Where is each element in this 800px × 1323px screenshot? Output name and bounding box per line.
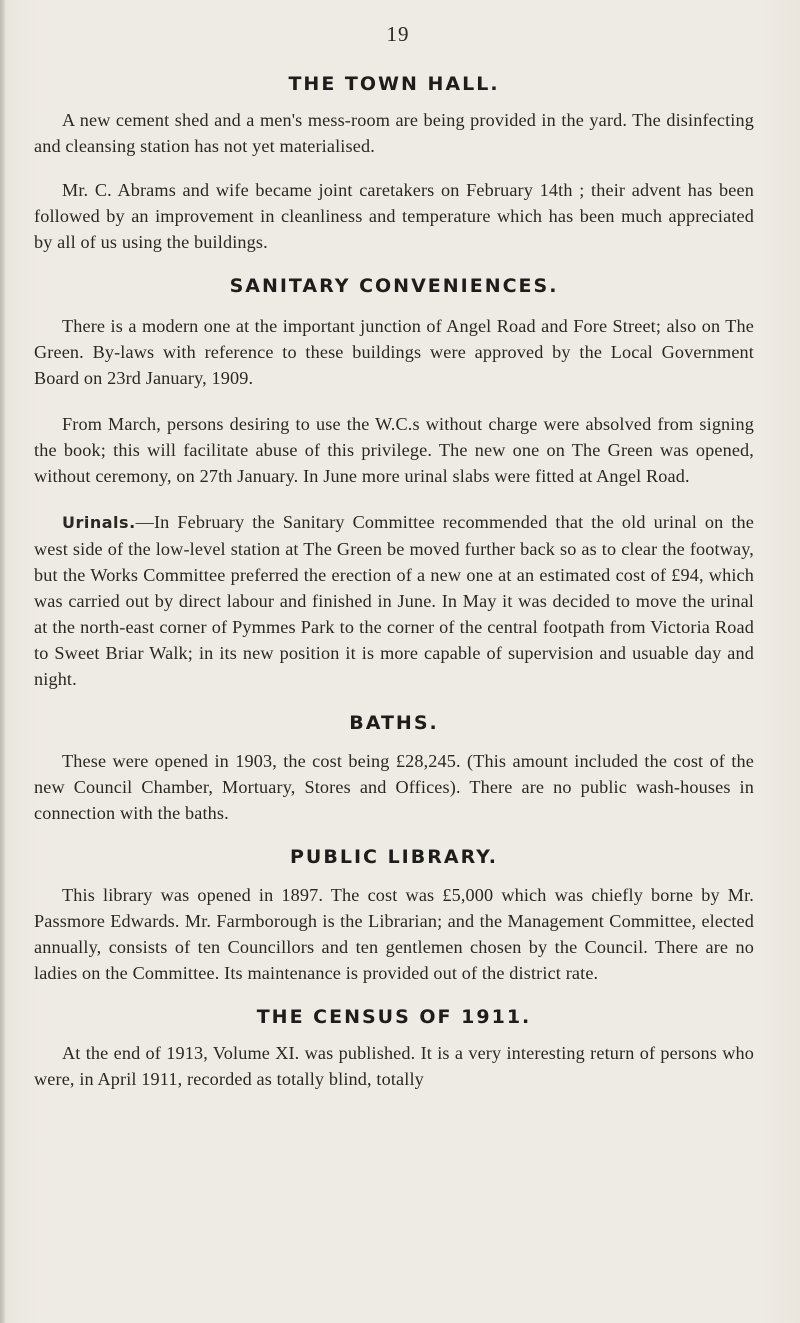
sanitary-paragraph-2: From March, persons desiring to use the W.C.s without charge were absolved from signing the book; this will facilitate abuse of this privilege. The new one on The Green was opened, without ceremony, on 27th January. In June more urinal slabs were fitted at Angel Road.: [34, 414, 754, 486]
urinals-lead: Urinals.: [62, 513, 136, 532]
binding-edge: [0, 0, 5, 1323]
urinals-paragraph: [34, 509, 754, 692]
library-paragraph: This library was opened in 1897. The cost was £5,000 which was chiefly borne by Mr. Passmore Edwards. Mr. Farmborough is the Librarian; and the Management Committee, elected annually, consists of ten Councillors and ten gentlemen chosen by the Council. There are no ladies on the Committee. Its maintenance is provided out of the district rate.: [34, 885, 754, 983]
section-heading-public-library: PUBLIC LIBRARY.: [290, 846, 498, 868]
page-content: [34, 22, 754, 1092]
section-heading-town-hall: THE TOWN HALL.: [288, 73, 500, 95]
page-number: 19: [386, 22, 410, 46]
urinals-text: —In February the Sanitary Committee recommended that the old urinal on the west side of the low-level station at The Green be moved further back so as to clear the footway, but the Works Committee preferred the erection of a new one at an estimated cost of £94, which was carried out by direct labour and finished in June. In May it was decided to move the urinal at the north-east corner of Pymmes Park to the corner of the central footpath from Victoria Road to Sweet Briar Walk; in its new position it is more capable of supervision and usuable day and night.: [34, 512, 754, 689]
town-hall-paragraph-2: Mr. C. Abrams and wife became joint caretakers on February 14th ; their advent has been followed by an improvement in cleanliness and temperature which has been much appreciated by all of us using the buildings.: [34, 180, 754, 252]
baths-paragraph: These were opened in 1903, the cost being £28,245. (This amount included the cost of the new Council Chamber, Mortuary, Stores and Offices). There are no public wash-houses in connection with the baths.: [34, 751, 754, 823]
section-heading-baths: BATHS.: [349, 712, 439, 734]
town-hall-paragraph-1: A new cement shed and a men's mess-room are being provided in the yard. The disinfecting and cleansing station has not yet materialised.: [34, 110, 754, 156]
sanitary-paragraph-1: There is a modern one at the important junction of Angel Road and Fore Street; also on The Green. By-laws with reference to these buildings were approved by the Local Government Board on 23rd January, 1909.: [34, 316, 754, 388]
section-heading-census: THE CENSUS OF 1911.: [256, 1006, 532, 1028]
census-paragraph: At the end of 1913, Volume XI. was published. It is a very interesting return of persons who were, in April 1911, recorded as totally blind, totally: [34, 1043, 754, 1089]
section-heading-sanitary-conveniences: SANITARY CONVENIENCES.: [229, 275, 559, 297]
